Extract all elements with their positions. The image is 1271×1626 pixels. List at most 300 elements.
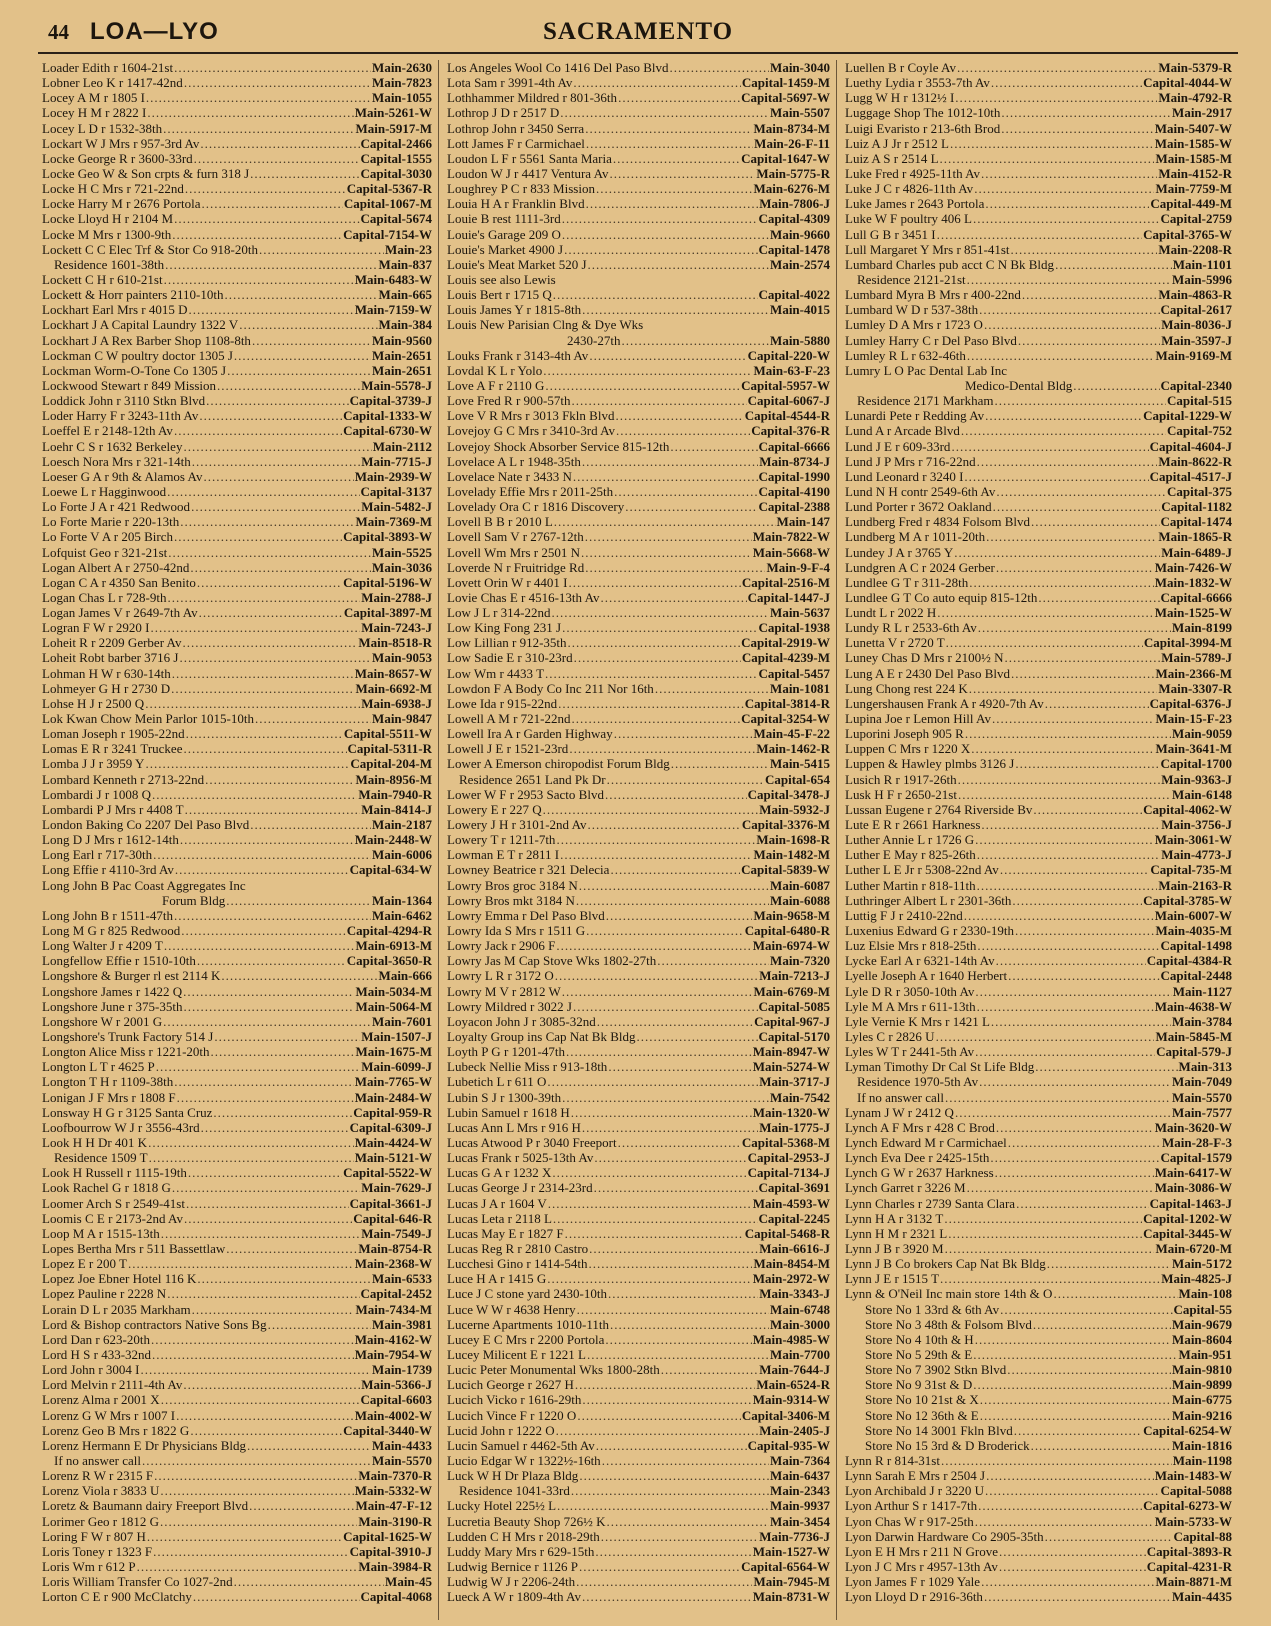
listing-phone: Main-9059 bbox=[1172, 726, 1232, 742]
listing-phone: Capital-3691 bbox=[758, 1180, 830, 1196]
listing-name: Lundt L r 2022 H bbox=[845, 605, 937, 621]
leader-dots bbox=[944, 1211, 1142, 1226]
listing-name: Lucas Ann L Mrs r 916 H bbox=[447, 1119, 581, 1135]
listing-entry bbox=[447, 878, 830, 893]
listing-entry bbox=[42, 1574, 432, 1589]
leader-dots bbox=[595, 1544, 751, 1559]
listing-phone: Capital-4044-W bbox=[1143, 75, 1232, 91]
listing-entry bbox=[42, 832, 432, 847]
listing-entry bbox=[845, 756, 1232, 771]
leader-dots bbox=[226, 893, 371, 908]
listing-name: Store No 4 10th & H bbox=[865, 1331, 974, 1347]
listing-name: Lucic Peter Monumental Wks 1800-28th bbox=[447, 1362, 660, 1378]
listing-name: Loheit R r 2209 Gerber Av bbox=[42, 635, 182, 651]
listing-phone: Main-1865-R bbox=[1158, 529, 1232, 545]
leader-dots bbox=[618, 90, 740, 105]
listing-entry bbox=[42, 1408, 432, 1423]
listing-entry bbox=[845, 514, 1232, 529]
listing-entry bbox=[845, 136, 1232, 151]
listing-entry bbox=[447, 181, 830, 196]
listing-phone: Main-4162-W bbox=[354, 1331, 432, 1347]
listing-entry bbox=[447, 590, 830, 605]
listing-phone: Main-9679 bbox=[1172, 1316, 1232, 1332]
leader-dots bbox=[621, 333, 769, 348]
listing-name: Lundey J A r 3765 Y bbox=[845, 544, 954, 560]
listing-entry bbox=[42, 75, 432, 90]
leader-dots bbox=[615, 408, 743, 423]
listing-entry bbox=[447, 1589, 830, 1604]
leader-dots bbox=[1073, 378, 1159, 393]
listing-phone: Capital-5957-W bbox=[741, 377, 830, 393]
listing-phone: Main-1585-W bbox=[1154, 135, 1232, 151]
leader-dots bbox=[996, 953, 1146, 968]
listing-entry bbox=[42, 1453, 432, 1468]
listing-name: Lucey Milicent E r 1221 L bbox=[447, 1346, 586, 1362]
leader-dots bbox=[174, 1074, 354, 1089]
listing-name: Logan Albert A r 2750-42nd bbox=[42, 559, 190, 575]
listing-phone: Capital-3661-J bbox=[349, 1195, 432, 1211]
listing-name: Lyon Arthur S r 1417-7th bbox=[845, 1498, 978, 1514]
listing-phone: Main-7049 bbox=[1172, 1074, 1232, 1090]
listing-name: Luce H A r 1415 G bbox=[447, 1271, 547, 1287]
listing-entry bbox=[845, 439, 1232, 454]
listing-phone: Capital-2919-W bbox=[741, 635, 830, 651]
leader-dots bbox=[975, 984, 1171, 999]
listing-entry bbox=[447, 832, 830, 847]
listing-name: Locey H M r 2822 I bbox=[42, 105, 147, 121]
leader-dots bbox=[655, 681, 769, 696]
listing-entry bbox=[845, 1468, 1232, 1483]
listing-name: Longton L T r 4625 P bbox=[42, 1059, 155, 1075]
listing-name: Love A F r 2110 G bbox=[447, 377, 545, 393]
listing-name: Lyelle Joseph A r 1640 Herbert bbox=[845, 968, 1008, 984]
listing-name: Long M G r 825 Redwood bbox=[42, 923, 181, 939]
listing-name: Locke Lloyd H r 2104 M bbox=[42, 211, 174, 227]
directory-column-2 bbox=[438, 60, 836, 1620]
listing-entry bbox=[42, 1059, 432, 1074]
listing-phone: Capital-4239-M bbox=[741, 650, 830, 666]
leader-dots bbox=[183, 984, 354, 999]
listing-name: Luppen & Hawley plmbs 3126 J bbox=[845, 756, 1015, 772]
listing-entry bbox=[42, 439, 432, 454]
listing-entry bbox=[447, 1302, 830, 1317]
listing-phone: Main-2343 bbox=[770, 1483, 830, 1499]
listing-entry bbox=[42, 121, 432, 136]
listing-phone: Main-5407-W bbox=[1154, 120, 1232, 136]
listing-phone: Main-5880 bbox=[770, 332, 830, 348]
listing-phone: Capital-6273-W bbox=[1143, 1498, 1232, 1514]
listing-phone: Capital-3440-W bbox=[343, 1422, 432, 1438]
listing-entry bbox=[845, 1105, 1232, 1120]
leader-dots bbox=[670, 60, 770, 75]
listing-phone: Main-1739 bbox=[372, 1362, 432, 1378]
listing-entry bbox=[845, 1392, 1232, 1407]
listing-phone: Main-2788-J bbox=[361, 589, 432, 605]
listing-name: Lynn H A r 3132 T bbox=[845, 1210, 944, 1226]
listing-entry bbox=[447, 650, 830, 665]
listing-phone: Main-4435 bbox=[1172, 1589, 1232, 1605]
listing-name: Lundgren A C r 2024 Gerber bbox=[845, 559, 995, 575]
listing-entry bbox=[447, 317, 830, 332]
listing-name: Lo Forte J A r 421 Redwood bbox=[42, 499, 191, 515]
listing-name: Loder Harry F r 3243-11th Av bbox=[42, 408, 199, 424]
listing-name: Loheit Robt barber 3716 J bbox=[42, 650, 179, 666]
leader-dots bbox=[985, 1483, 1159, 1498]
listing-phone: Main-15-F-23 bbox=[1155, 711, 1232, 727]
listing-phone: Capital-3254-W bbox=[741, 711, 830, 727]
listing-phone: Main-8604 bbox=[1172, 1331, 1232, 1347]
leader-dots bbox=[955, 1105, 1171, 1120]
leader-dots bbox=[586, 136, 753, 151]
listing-phone: Main-2651 bbox=[372, 362, 432, 378]
listing-name: Lucas J A r 1604 V bbox=[447, 1195, 547, 1211]
leader-dots bbox=[552, 1165, 746, 1180]
leader-dots bbox=[174, 423, 342, 438]
listing-phone: Main-7434-M bbox=[355, 1301, 432, 1317]
leader-dots bbox=[558, 696, 744, 711]
listing-phone: Main-8036-J bbox=[1161, 317, 1232, 333]
listing-entry bbox=[845, 1423, 1232, 1438]
listing-name: Store No 1 33rd & 6th Av bbox=[865, 1301, 1000, 1317]
listing-name: Louie's Market 4900 J bbox=[447, 241, 564, 257]
leader-dots bbox=[586, 923, 744, 938]
listing-name: Lundy R L r 2533-6th Av bbox=[845, 620, 977, 636]
listing-phone: Capital-1478 bbox=[758, 241, 830, 257]
listing-entry bbox=[42, 1302, 432, 1317]
leader-dots bbox=[175, 862, 349, 877]
listing-entry bbox=[42, 151, 432, 166]
listing-name: Lucchesi Gino r 1414-54th bbox=[447, 1256, 588, 1272]
listing-name: Lorain D L r 2035 Markham bbox=[42, 1301, 191, 1317]
listing-name: Store No 3 48th & Folsom Blvd bbox=[865, 1316, 1032, 1332]
listing-entry bbox=[447, 862, 830, 877]
leader-dots bbox=[172, 227, 342, 242]
listing-phone: Main-3036 bbox=[372, 559, 432, 575]
leader-dots bbox=[964, 469, 1148, 484]
leader-dots bbox=[954, 545, 1160, 560]
leader-dots bbox=[1045, 696, 1149, 711]
listing-phone: Main-2112 bbox=[372, 438, 432, 454]
leader-dots bbox=[1008, 1135, 1161, 1150]
leader-dots bbox=[147, 105, 353, 120]
listing-name: Loris Wm r 612 P bbox=[42, 1558, 136, 1574]
leader-dots bbox=[1007, 1362, 1171, 1377]
listing-name: Lund Leonard r 3240 I bbox=[845, 468, 964, 484]
listing-name: Lowry Ida S Mrs r 1511 G bbox=[447, 923, 586, 939]
listing-phone: Main-2187 bbox=[372, 817, 432, 833]
leader-dots bbox=[582, 1392, 751, 1407]
listing-entry bbox=[42, 893, 432, 908]
listing-entry bbox=[845, 1332, 1232, 1347]
leader-dots bbox=[605, 787, 747, 802]
listing-entry bbox=[447, 105, 830, 120]
listing-entry bbox=[42, 454, 432, 469]
listing-name: Forum Bldg bbox=[162, 892, 226, 908]
listing-phone: Main-4792-R bbox=[1158, 90, 1232, 106]
leader-dots bbox=[146, 90, 371, 105]
listing-entry bbox=[845, 454, 1232, 469]
listing-phone: Main-1585-M bbox=[1155, 150, 1232, 166]
listing-name: Loyacon John J r 3085-32nd bbox=[447, 1013, 596, 1029]
leader-dots bbox=[937, 605, 1153, 620]
listing-phone: Capital-1990 bbox=[758, 468, 830, 484]
listing-name: Lowry Bros mkt 3184 N bbox=[447, 892, 575, 908]
listing-name: Lucretia Beauty Shop 726½ K bbox=[447, 1513, 606, 1529]
listing-entry bbox=[42, 1074, 432, 1089]
listing-entry bbox=[845, 605, 1232, 620]
leader-dots bbox=[568, 635, 741, 650]
listing-name: Loehr C S r 1632 Berkeley bbox=[42, 438, 183, 454]
listing-name: Lowry Mildred r 3022 J bbox=[447, 998, 572, 1014]
listing-name: Residence 1601-38th bbox=[54, 256, 165, 272]
leader-dots bbox=[936, 1029, 1155, 1044]
listing-name: Lucas George J r 2314-23rd bbox=[447, 1180, 593, 1196]
leader-dots bbox=[574, 650, 741, 665]
leader-dots bbox=[594, 1180, 758, 1195]
listing-name: Lockhart J A Rex Barber Shop 1108-8th bbox=[42, 332, 251, 348]
leader-dots bbox=[996, 1120, 1154, 1135]
listing-name: Luggage Shop The 1012-10th bbox=[845, 105, 1001, 121]
leader-dots bbox=[564, 242, 757, 257]
leader-dots bbox=[1011, 242, 1158, 257]
listing-entry bbox=[447, 514, 830, 529]
listing-entry bbox=[845, 1226, 1232, 1241]
listing-entry bbox=[447, 787, 830, 802]
listing-phone: Main-2630 bbox=[372, 60, 432, 75]
listing-entry bbox=[447, 408, 830, 423]
listing-phone: Capital-2953-J bbox=[747, 1150, 830, 1166]
leader-dots bbox=[577, 1302, 769, 1317]
leader-dots bbox=[984, 1589, 1171, 1604]
leader-dots bbox=[174, 908, 371, 923]
listing-name: Lockett & Horr painters 2110-10th bbox=[42, 287, 224, 303]
listing-phone: Main-7715-J bbox=[361, 453, 432, 469]
listing-entry bbox=[42, 696, 432, 711]
listing-phone: Capital-3739-J bbox=[349, 393, 432, 409]
listing-phone: Capital-3030 bbox=[360, 165, 432, 181]
listing-name: Longshore W r 2001 G bbox=[42, 1013, 163, 1029]
leader-dots bbox=[955, 90, 1157, 105]
listing-name: Loeffel E r 2148-12th Av bbox=[42, 423, 173, 439]
leader-dots bbox=[147, 1529, 342, 1544]
leader-dots bbox=[588, 257, 770, 272]
listing-phone: Main-3641-M bbox=[1155, 741, 1232, 757]
listing-phone: Main-5525 bbox=[372, 544, 432, 560]
listing-phone: Main-5668-W bbox=[752, 544, 830, 560]
listing-entry bbox=[42, 1317, 432, 1332]
listing-phone: Main-1483-W bbox=[1154, 1468, 1232, 1484]
listing-phone: Main-63-F-23 bbox=[753, 362, 830, 378]
listing-phone: Main-9847 bbox=[372, 711, 432, 727]
listing-entry bbox=[447, 984, 830, 999]
listing-entry bbox=[42, 1332, 432, 1347]
listing-name: Lonigan J F Mrs r 1808 F bbox=[42, 1089, 176, 1105]
listing-phone: Main-3620-W bbox=[1154, 1119, 1232, 1135]
listing-name: Luthringer Albert L r 2301-36th bbox=[845, 892, 1012, 908]
leader-dots bbox=[568, 575, 740, 590]
listing-entry bbox=[845, 469, 1232, 484]
listing-name: Loudon L F r 5561 Santa Maria bbox=[447, 150, 612, 166]
leader-dots bbox=[995, 1165, 1154, 1180]
listing-name: Loris Toney r 1323 F bbox=[42, 1543, 153, 1559]
listing-name: Store No 5 29th & E bbox=[865, 1346, 973, 1362]
listing-entry bbox=[845, 166, 1232, 181]
leader-dots bbox=[597, 1014, 753, 1029]
leader-dots bbox=[180, 514, 354, 529]
listing-name: Lynch G W r 2637 Harkness bbox=[845, 1165, 994, 1181]
listing-name: Lovie Chas E r 4516-13th Av bbox=[447, 589, 600, 605]
leader-dots bbox=[154, 1468, 357, 1483]
listing-name: Lowdon F A Body Co Inc 211 Nor 16th bbox=[447, 680, 654, 696]
leader-dots bbox=[569, 741, 755, 756]
listing-name: Love V R Mrs r 3013 Fkln Blvd bbox=[447, 408, 615, 424]
listing-entry bbox=[447, 1211, 830, 1226]
listing-name: Lowry M V r 2812 W bbox=[447, 983, 561, 999]
leader-dots bbox=[1047, 1256, 1171, 1271]
listing-entry bbox=[845, 560, 1232, 575]
listing-name: Long John B r 1511-47th bbox=[42, 907, 173, 923]
listing-name: Loader Edith r 1604-21st bbox=[42, 60, 174, 75]
listing-phone: Capital-1463-J bbox=[1149, 1195, 1232, 1211]
listing-phone: Capital-6666 bbox=[1160, 589, 1232, 605]
listing-entry bbox=[845, 1090, 1232, 1105]
listing-name: Lowell J E r 1521-23rd bbox=[447, 741, 569, 757]
leader-dots bbox=[610, 1317, 769, 1332]
listing-entry bbox=[42, 575, 432, 590]
listing-name: Lung A E r 2430 Del Paso Blvd bbox=[845, 665, 1011, 681]
leader-dots bbox=[556, 938, 751, 953]
listing-entry bbox=[845, 878, 1232, 893]
listing-name: Lynn H M r 2321 L bbox=[845, 1225, 948, 1241]
listing-name: Lusk H F r 2650-21st bbox=[845, 786, 957, 802]
listing-name: Luigi Evaristo r 213-6th Brod bbox=[845, 120, 1001, 136]
listing-phone: Capital-2516-M bbox=[741, 574, 830, 590]
listing-entry bbox=[845, 635, 1232, 650]
leader-dots bbox=[153, 847, 371, 862]
leader-dots bbox=[994, 393, 1166, 408]
listing-name: Lyon Archibald J r 3220 U bbox=[845, 1483, 985, 1499]
listing-entry bbox=[447, 1014, 830, 1029]
leader-dots bbox=[1033, 802, 1142, 817]
listing-name: Store No 7 3902 Stkn Blvd bbox=[865, 1362, 1007, 1378]
leader-dots bbox=[565, 1226, 744, 1241]
leader-dots bbox=[221, 968, 377, 983]
listing-name: Lumbard W D r 537-38th bbox=[845, 302, 979, 318]
listing-name: Lo Forte Marie r 220-13th bbox=[42, 514, 180, 530]
listing-entry bbox=[845, 1196, 1232, 1211]
listing-phone: Main-2448-W bbox=[354, 832, 432, 848]
listing-name: Store No 9 31st & D bbox=[865, 1377, 973, 1393]
listing-name: Long Effie r 4110-3rd Av bbox=[42, 862, 174, 878]
listing-name: Luppen C Mrs r 1220 X bbox=[845, 741, 971, 757]
listing-entry bbox=[845, 575, 1232, 590]
leader-dots bbox=[977, 454, 1158, 469]
listing-name: Locke M Mrs r 1300-9th bbox=[42, 226, 172, 242]
listing-phone: Capital-579-J bbox=[1156, 1044, 1232, 1060]
leader-dots bbox=[197, 953, 346, 968]
listing-phone: Capital-2466 bbox=[360, 135, 432, 151]
listing-entry bbox=[447, 545, 830, 560]
listing-name: Luke Fred r 4925-11th Av bbox=[845, 165, 981, 181]
listing-phone: Main-6974-W bbox=[752, 938, 830, 954]
listing-name: Lovell B B r 2010 L bbox=[447, 514, 553, 530]
listing-name: Luttig F J r 2410-22nd bbox=[845, 907, 963, 923]
listing-name: Longshore & Burger rl est 2114 K bbox=[42, 968, 221, 984]
listing-name: Lovejoy Shock Absorber Service 815-12th bbox=[447, 438, 670, 454]
listing-name: Locke Harry M r 2676 Portola bbox=[42, 196, 201, 212]
listing-name: Residence 1970-5th Av bbox=[857, 1074, 979, 1090]
leader-dots bbox=[614, 484, 757, 499]
listing-entry bbox=[845, 317, 1232, 332]
listing-entry bbox=[447, 696, 830, 711]
leader-dots bbox=[250, 817, 371, 832]
leader-dots bbox=[946, 635, 1143, 650]
leader-dots bbox=[186, 726, 343, 741]
listing-phone: Capital-935-W bbox=[747, 1437, 830, 1453]
listing-phone: Main-6524-R bbox=[756, 1377, 830, 1393]
leader-dots bbox=[199, 408, 342, 423]
listing-entry bbox=[42, 1044, 432, 1059]
leader-dots bbox=[586, 196, 759, 211]
leader-dots bbox=[557, 1498, 769, 1513]
listing-name: Lovejoy G C Mrs r 3410-3rd Av bbox=[447, 423, 616, 439]
listing-entry bbox=[42, 1347, 432, 1362]
listing-name: Look Rachel G r 1818 G bbox=[42, 1180, 171, 1196]
leader-dots bbox=[547, 1271, 751, 1286]
listing-name: Long Walter J r 4209 T bbox=[42, 938, 163, 954]
listing-phone: Capital-5170 bbox=[758, 1029, 830, 1044]
listing-name: Lowell A M r 721-22nd bbox=[447, 711, 571, 727]
leader-dots bbox=[543, 363, 752, 378]
leader-dots bbox=[545, 666, 757, 681]
leader-dots bbox=[637, 1029, 758, 1044]
leader-dots bbox=[193, 1589, 360, 1604]
listing-phone: Main-5261-W bbox=[354, 105, 432, 121]
listing-entry bbox=[42, 181, 432, 196]
listing-name: Low Wm r 4433 T bbox=[447, 665, 545, 681]
listing-phone: Capital-1474 bbox=[1160, 514, 1232, 530]
listing-entry bbox=[447, 454, 830, 469]
leader-dots bbox=[1008, 968, 1159, 983]
leader-dots bbox=[161, 1392, 360, 1407]
listing-name: Louis James Y r 1815-8th bbox=[447, 302, 582, 318]
leader-dots bbox=[553, 287, 758, 302]
leader-dots bbox=[560, 105, 769, 120]
listing-phone: Main-7945-M bbox=[753, 1574, 830, 1590]
listing-phone: Main-7736-J bbox=[759, 1528, 830, 1544]
leader-dots bbox=[556, 1423, 759, 1438]
listing-entry bbox=[447, 1453, 830, 1468]
listing-entry bbox=[845, 151, 1232, 166]
listing-entry bbox=[845, 1302, 1232, 1317]
leader-dots bbox=[975, 832, 1154, 847]
listing-entry bbox=[845, 287, 1232, 302]
listing-entry bbox=[42, 211, 432, 226]
listing-name: Luke James r 2643 Portola bbox=[845, 196, 985, 212]
listing-phone: Capital-2340 bbox=[1160, 377, 1232, 393]
listing-entry bbox=[845, 847, 1232, 862]
listing-name: Lyon Chas W r 917-25th bbox=[845, 1513, 974, 1529]
listing-phone: Main-3307-R bbox=[1158, 680, 1232, 696]
listing-phone: Main-7765-W bbox=[354, 1074, 432, 1090]
listing-entry bbox=[845, 363, 1232, 378]
leader-dots bbox=[958, 787, 1171, 802]
listing-entry bbox=[447, 136, 830, 151]
listing-entry bbox=[42, 772, 432, 787]
listing-phone: Main-108 bbox=[1178, 1286, 1232, 1302]
listing-phone: Main-7159-W bbox=[354, 302, 432, 318]
listing-phone: Main-6006 bbox=[372, 847, 432, 863]
